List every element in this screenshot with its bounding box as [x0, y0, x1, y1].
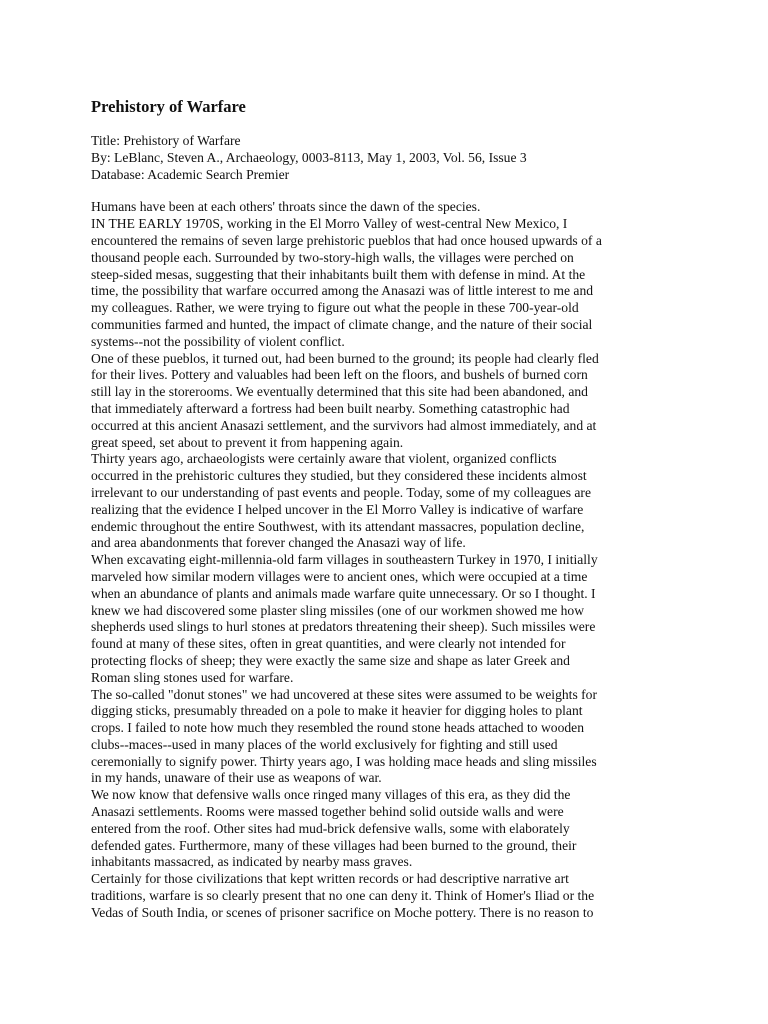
paragraph-line: Certainly for those civilizations that kept written records or had descriptive narrative art: [91, 871, 569, 887]
body-paragraph: [91, 451, 681, 552]
paragraph-line: Thirty years ago, archaeologists were certainly aware that violent, organized conflicts: [91, 451, 557, 467]
meta-byline: By: LeBlanc, Steven A., Archaeology, 0003-8113, May 1, 2003, Vol. 56, Issue 3: [91, 149, 527, 165]
body-paragraph: [91, 552, 681, 686]
body-paragraph: [91, 787, 681, 871]
paragraph-line: The so-called "donut stones" we had uncovered at these sites were assumed to be weights for: [91, 686, 597, 702]
paragraph-line: time, the possibility that warfare occurred among the Anasazi was of little interest to me and: [91, 283, 594, 299]
paragraph-line: that immediately afterward a fortress had been built nearby. Something catastrophic had: [91, 400, 570, 416]
paragraph-line: steep-sided mesas, suggesting that their inhabitants built them with defense in mind. At the: [91, 266, 586, 282]
body-paragraph: [91, 351, 681, 452]
paragraph-line: entered from the roof. Other sites had mud-brick defensive walls, some with elaborately: [91, 820, 570, 836]
body-paragraph: [91, 199, 681, 216]
article-body: [91, 199, 681, 921]
body-paragraph: [91, 871, 681, 921]
paragraph-line: shepherds used slings to hurl stones at predators threatening their sheep). Such missiles were: [91, 619, 596, 635]
body-paragraph: [91, 687, 681, 788]
paragraph-line: irrelevant to our understanding of past events and people. Today, some of my colleagues are: [91, 484, 591, 500]
paragraph-line: communities farmed and hunted, the impact of climate change, and the nature of their social: [91, 316, 593, 332]
paragraph-line: Humans have been at each others' throats since the dawn of the species.: [91, 199, 481, 215]
paragraph-line: ceremonially to signify power. Thirty years ago, I was holding mace heads and sling missiles: [91, 753, 597, 769]
paragraph-line: for their lives. Pottery and valuables had been left on the floors, and bushels of burned corn: [91, 367, 588, 383]
paragraph-line: found at many of these sites, often in great quantities, and were clearly not intended for: [91, 636, 566, 652]
paragraph-line: occurred at this ancient Anasazi settlement, and the survivors had almost immediately, and at: [91, 417, 597, 433]
paragraph-line: thousand people each. Surrounded by two-story-high walls, the villages were perched on: [91, 249, 574, 265]
paragraph-line: and area abandonments that forever changed the Anasazi way of life.: [91, 535, 466, 551]
meta-database-line: Database: Academic Search Premier: [91, 166, 290, 182]
document-page: [91, 97, 681, 922]
paragraph-line: crops. I failed to note how much they resembled the round stone heads attached to wooden: [91, 720, 585, 736]
paragraph-line: We now know that defensive walls once ringed many villages of this era, as they did the: [91, 787, 571, 803]
paragraph-line: when an abundance of plants and animals made warfare quite unnecessary. Or so I thought. I: [91, 585, 596, 601]
paragraph-line: clubs--maces--used in many places of the world exclusively for fighting and still used: [91, 736, 558, 752]
paragraph-line: Roman sling stones used for warfare.: [91, 669, 294, 685]
paragraph-line: occurred in the prehistoric cultures they studied, but they considered these incidents almost: [91, 468, 587, 484]
paragraph-line: Anasazi settlements. Rooms were massed together behind solid outside walls and were: [91, 804, 564, 820]
paragraph-line: traditions, warfare is so clearly present that no one can deny it. Think of Homer's Iliad or the: [91, 888, 595, 904]
paragraph-line: endemic throughout the entire Southwest, with its attendant massacres, population decline,: [91, 518, 585, 534]
paragraph-line: marveled how similar modern villages were to ancient ones, which were occupied at a time: [91, 568, 588, 584]
paragraph-line: realizing that the evidence I helped uncover in the El Morro Valley is indicative of warfare: [91, 501, 584, 517]
paragraph-line: great speed, set about to prevent it from happening again.: [91, 434, 404, 450]
paragraph-line: IN THE EARLY 1970S, working in the El Morro Valley of west-central New Mexico, I: [91, 216, 568, 232]
paragraph-line: One of these pueblos, it turned out, had been burned to the ground; its people had clearly fled: [91, 350, 599, 366]
paragraph-line: encountered the remains of seven large prehistoric pueblos that had once housed upwards of a: [91, 232, 602, 248]
paragraph-line: in my hands, unaware of their use as weapons of war.: [91, 770, 382, 786]
body-paragraph: [91, 216, 681, 350]
meta-title-line: Title: Prehistory of Warfare: [91, 133, 241, 148]
paragraph-line: Vedas of South India, or scenes of prisoner sacrifice on Moche pottery. There is no reason to: [91, 904, 594, 920]
paragraph-line: protecting flocks of sheep; they were exactly the same size and shape as later Greek and: [91, 652, 570, 668]
paragraph-line: inhabitants massacred, as indicated by nearby mass graves.: [91, 854, 413, 870]
paragraph-line: my colleagues. Rather, we were trying to figure out what the people in these 700-year-old: [91, 300, 579, 316]
paragraph-line: When excavating eight-millennia-old farm villages in southeastern Turkey in 1970, I initially: [91, 552, 598, 568]
article-metadata: [91, 133, 681, 183]
document-heading: Prehistory of Warfare: [91, 97, 246, 116]
paragraph-line: knew we had discovered some plaster sling missiles (one of our workmen showed me how: [91, 602, 585, 618]
paragraph-line: defended gates. Furthermore, many of these villages had been burned to the ground, their: [91, 837, 577, 853]
paragraph-line: systems--not the possibility of violent conflict.: [91, 333, 345, 349]
paragraph-line: digging sticks, presumably threaded on a pole to make it heavier for digging holes to plant: [91, 703, 583, 719]
paragraph-line: still lay in the storerooms. We eventually determined that this site had been abandoned, and: [91, 384, 588, 400]
